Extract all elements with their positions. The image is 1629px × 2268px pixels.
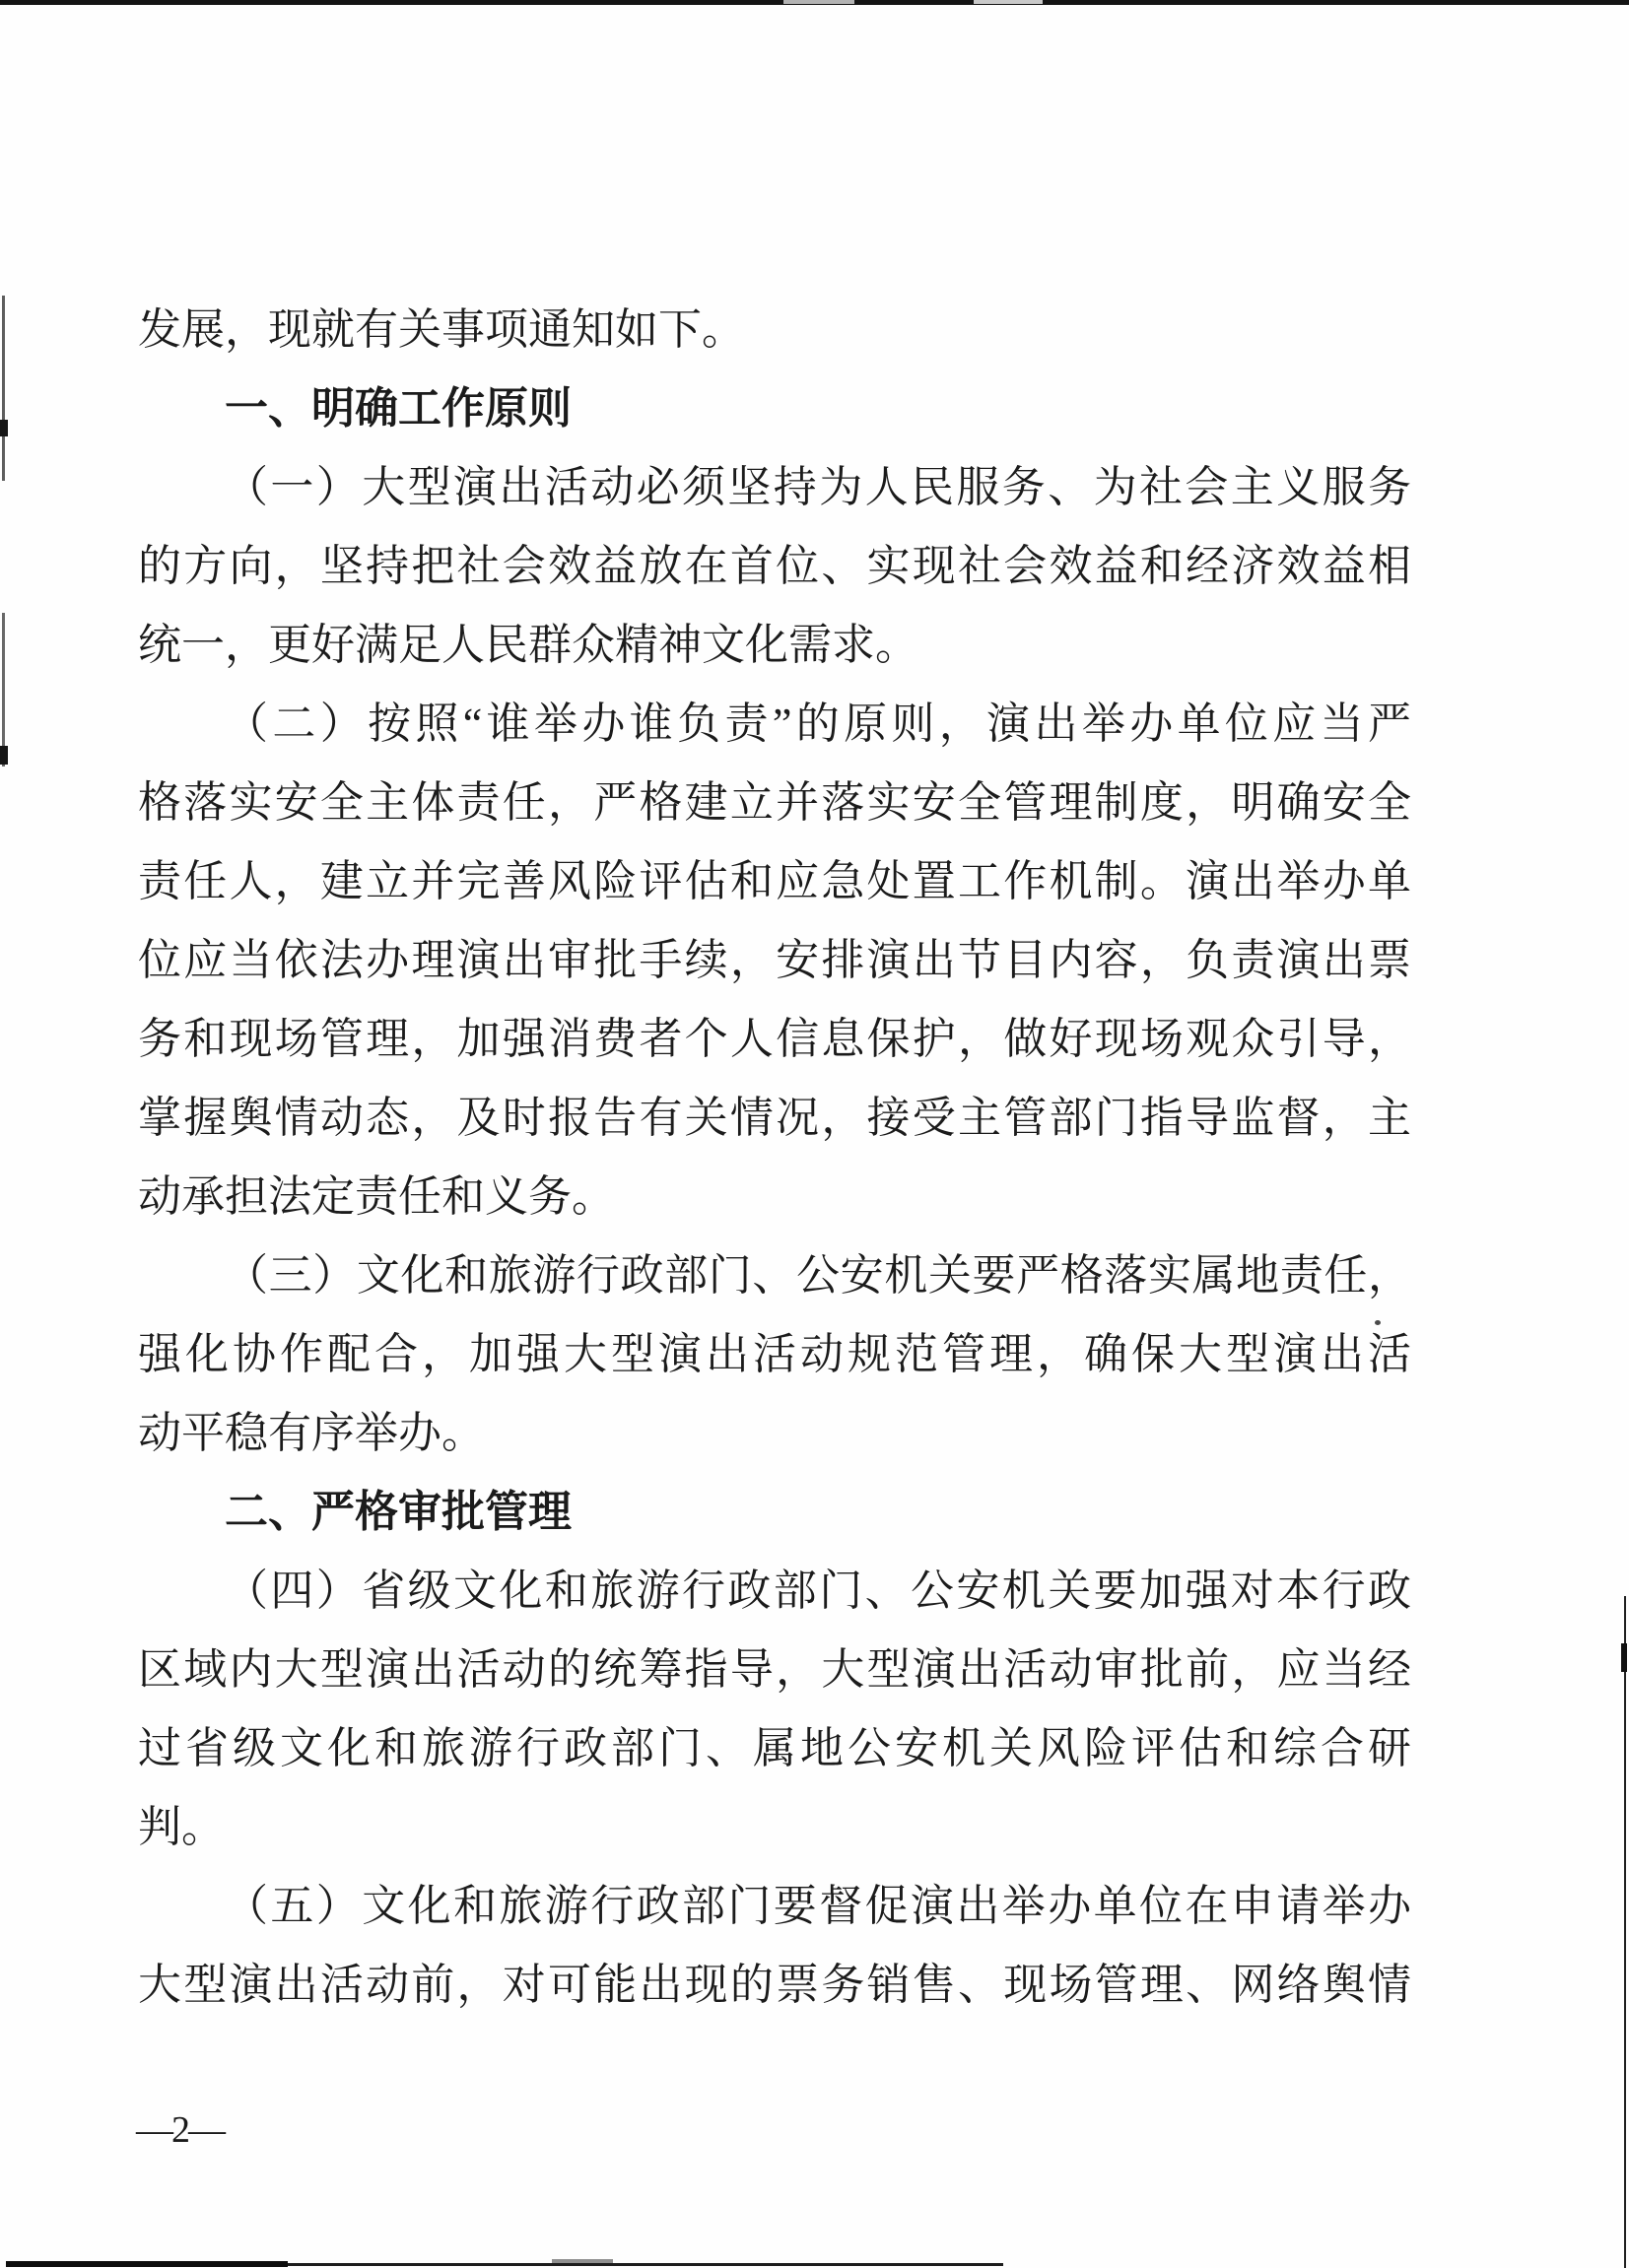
scan-artifact-left-edge-line: [2, 613, 5, 767]
scan-artifact-bottom-patch: [552, 2259, 613, 2263]
scan-artifact-light-patch: [974, 0, 1043, 4]
scan-artifact-bottom-bar-thin: [288, 2263, 1003, 2266]
paragraph-line: 动承担法定责任和义务。: [138, 1172, 615, 1221]
paragraph-line: （四）省级文化和旅游行政部门、公安机关要加强对本行政: [225, 1567, 1411, 1615]
paragraph-line: 判。: [138, 1803, 225, 1851]
scan-artifact-left-edge-blob: [0, 420, 8, 436]
paragraph-line: 务和现场管理，加强消费者个人信息保护，做好现场观众引导，: [138, 1015, 1411, 1063]
paragraph-line: 强化协作配合，加强大型演出活动规范管理，确保大型演出活: [138, 1330, 1411, 1378]
paragraph-line: 发展，现就有关事项通知如下。: [138, 305, 745, 354]
scan-artifact-top-bar: [0, 0, 1629, 5]
scan-artifact-light-patch: [783, 0, 854, 4]
document-body: [138, 291, 1411, 2025]
scan-artifact-left-edge-blob: [0, 746, 8, 765]
paragraph-line: （三）文化和旅游行政部门、公安机关要严格落实属地责任，: [225, 1251, 1411, 1300]
paragraph-line: （一）大型演出活动必须坚持为人民服务、为社会主义服务: [225, 463, 1411, 511]
paragraph-line: 过省级文化和旅游行政部门、属地公安机关风险评估和综合研: [138, 1724, 1411, 1772]
scan-artifact-bottom-bar-thick: [6, 2261, 288, 2267]
paragraph-line: 掌握舆情动态，及时报告有关情况，接受主管部门指导监督，主: [138, 1094, 1411, 1142]
paragraph-line: （二）按照“谁举办谁负责”的原则，演出举办单位应当严: [225, 700, 1411, 748]
section-heading: 二、严格审批管理: [225, 1488, 572, 1536]
paragraph-line: 责任人，建立并完善风险评估和应急处置工作机制。演出举办单: [138, 857, 1411, 905]
scan-artifact-right-edge-line: [1624, 1596, 1626, 2268]
paragraph-line: 统一，更好满足人民群众精神文化需求。: [138, 621, 918, 669]
paragraph-line: 动平稳有序举办。: [138, 1409, 485, 1457]
page-number: —2—: [136, 2109, 224, 2151]
paragraph-line: 的方向，坚持把社会效益放在首位、实现社会效益和经济效益相: [138, 542, 1411, 590]
paragraph-line: 大型演出活动前，对可能出现的票务销售、现场管理、网络舆情: [138, 1961, 1411, 2009]
paragraph-line: 格落实安全主体责任，严格建立并落实安全管理制度，明确安全: [138, 778, 1411, 827]
paragraph-line: 位应当依法办理演出审批手续，安排演出节目内容，负责演出票: [138, 936, 1411, 984]
section-heading: 一、明确工作原则: [225, 384, 572, 433]
paragraph-line: （五）文化和旅游行政部门要督促演出举办单位在申请举办: [225, 1882, 1411, 1930]
scan-artifact-right-edge-blob: [1621, 1643, 1627, 1672]
scan-artifact-left-edge-line: [2, 296, 5, 481]
paragraph-line: 区域内大型演出活动的统筹指导，大型演出活动审批前，应当经: [138, 1645, 1411, 1694]
